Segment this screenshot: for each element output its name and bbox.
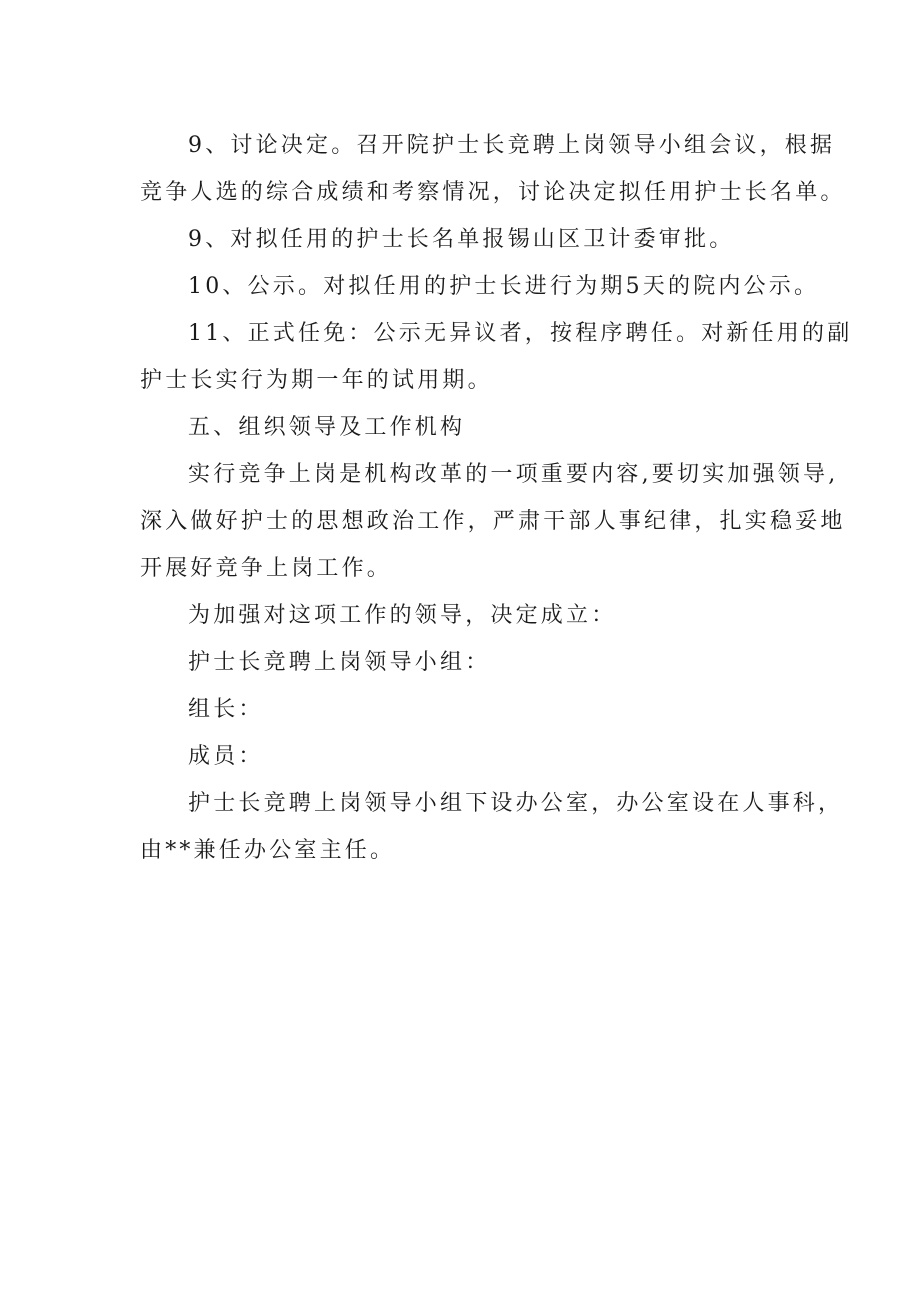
text-line: 9、讨论决定。召开院护士长竞聘上岗领导小组会议，根据 [188,133,836,158]
text-line: 护士长实行为期一年的试用期。 [140,368,493,393]
text-line: 五、组织领导及工作机构 [188,415,466,440]
paragraph-public-notice [140,263,820,310]
text-line: 10、公示。对拟任用的护士长进行为期5天的院内公示。 [188,274,820,299]
text-line: 组长： [188,697,264,722]
paragraph-members [140,733,790,780]
text-line: 竞争人选的综合成绩和考察情况，讨论决定拟任用护士长名单。 [140,180,846,205]
text-line: 成员： [188,744,264,769]
document-body [140,122,853,874]
text-line: 为加强对这项工作的领导，决定成立： [188,603,617,628]
text-line: 护士长竞聘上岗领导小组下设办公室，办公室设在人事科， [188,791,844,816]
text-line: 由**兼任办公室主任。 [140,838,396,863]
paragraph-approval [140,216,790,263]
text-line: 9、对拟任用的护士长名单报锡山区卫计委审批。 [188,227,735,252]
paragraph-competition-reform [140,451,846,592]
paragraph-establish [140,592,790,639]
text-line: 实行竞争上岗是机构改革的一项重要内容,要切实加强领导, [188,462,839,487]
paragraph-group-leader [140,686,790,733]
paragraph-leadership-group [140,639,790,686]
text-line: 开展好竞争上岗工作。 [140,556,393,581]
section-heading-organization [140,404,790,451]
text-line: 11、正式任免：公示无异议者，按程序聘任。对新任用的副 [188,321,853,346]
paragraph-formal-appointment [140,310,853,404]
paragraph-discussion-decision [140,122,846,216]
text-line: 护士长竞聘上岗领导小组： [188,650,491,675]
paragraph-office [140,780,844,874]
text-line: 深入做好护士的思想政治工作，严肃干部人事纪律，扎实稳妥地 [140,509,846,534]
